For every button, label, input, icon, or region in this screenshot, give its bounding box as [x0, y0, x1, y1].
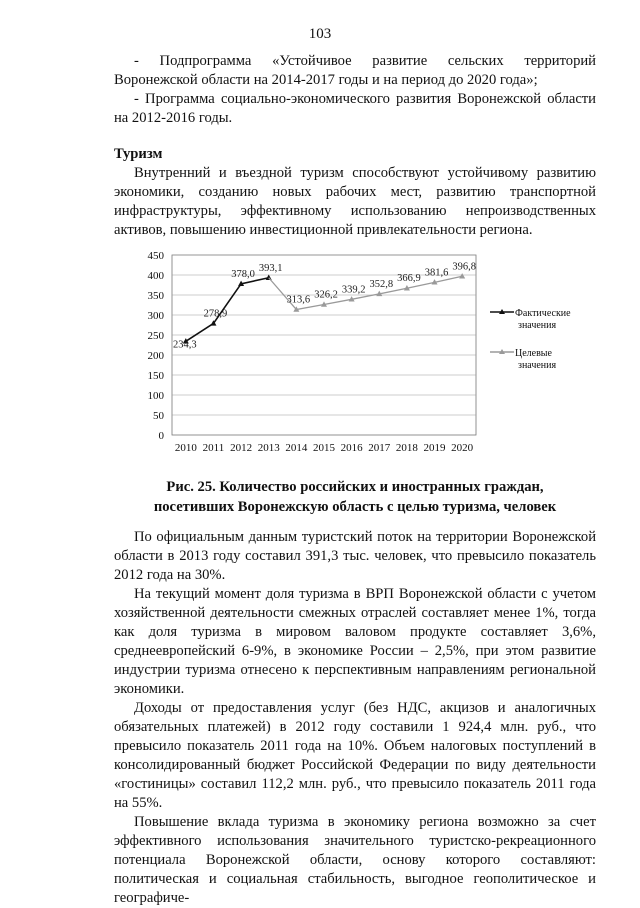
- data-label: 326,2: [314, 289, 338, 301]
- page-number: 103: [308, 26, 332, 42]
- y-tick-label: 100: [147, 390, 164, 402]
- plot-frame: [172, 255, 476, 435]
- x-tick-label: 2014: [285, 442, 308, 454]
- caption-line-1: Рис. 25. Количество российских и иностранных граждан,: [166, 479, 544, 495]
- data-point: [459, 273, 465, 278]
- legend-label: значения: [518, 320, 557, 331]
- x-tick-label: 2018: [395, 442, 418, 454]
- y-tick-label: 50: [153, 410, 164, 422]
- data-label: 339,2: [341, 284, 366, 296]
- x-tick-label: 2010: [174, 442, 197, 454]
- list-item: - Подпрограмма «Устойчивое развитие сельских территорий Воронежской области на 2014-2017 годы и на период до 2020 года»;: [114, 53, 596, 88]
- y-tick-label: 300: [147, 310, 164, 322]
- body-text: [114, 528, 596, 908]
- x-tick-label: 2017: [368, 442, 391, 454]
- paragraph: По официальным данным туристский поток на территории Воронежской области в 2013 году составил 391,3 тыс. человек, что превысило показатель 2012 года на 30%.: [114, 529, 596, 583]
- figure-caption: [114, 477, 596, 517]
- data-label: 366,9: [397, 273, 421, 285]
- x-tick-label: 2011: [202, 442, 225, 454]
- y-tick-label: 400: [147, 270, 164, 282]
- legend-label: Целевые: [515, 348, 552, 359]
- x-tick-label: 2015: [313, 442, 335, 454]
- data-label: 396,8: [452, 261, 476, 273]
- x-tick-label: 2020: [451, 442, 474, 454]
- y-tick-label: 0: [158, 430, 164, 442]
- program-list: [114, 52, 596, 128]
- x-tick-label: 2013: [257, 442, 280, 454]
- y-tick-label: 450: [147, 250, 164, 262]
- paragraph: Доходы от предоставления услуг (без НДС, акцизов и аналогичных обязательных платежей) в 2012 году составили 1 924,4 млн. руб., что превысило показатель 2011 года на 10%. Объем налоговых поступлений в консолидированный бюджет Российской Федерации по виду деятельности «гостиницы» составил 112,2 млн. руб., что превысило показатель 2011 года на 55%.: [114, 700, 596, 811]
- section-heading: Туризм: [114, 146, 163, 162]
- data-label: 393,1: [258, 262, 283, 274]
- y-tick-label: 150: [147, 370, 164, 382]
- x-tick-label: 2012: [230, 442, 253, 454]
- paragraph: На текущий момент доля туризма в ВРП Воронежской области с учетом хозяйственной деятельности смежных отраслей составляет менее 1%, тогда как доля туризма в мировом валовом продукте составляет 3,6%, среднеевропейский 6-9%, в экономике России – 2,5%, при этом развитие индустрии туризма отнесено к перспективным направлениям региональной экономики.: [114, 586, 596, 697]
- y-tick-label: 250: [147, 330, 164, 342]
- data-label: 278,9: [203, 308, 228, 320]
- tourism-section: [114, 145, 596, 240]
- caption-line-2: посетивших Воронежскую область с целью туризма, человек: [153, 499, 557, 515]
- x-tick-label: 2019: [423, 442, 446, 454]
- tourism-chart: [130, 247, 600, 457]
- chart-svg: [130, 247, 600, 457]
- paragraph: Повышение вклада туризма в экономику региона возможно за счет эффективного использования значительного туристско-рекреационного потенциала Воронежской области, основу которого составляют: политическая и социальная стабильность, выгодное геополитическое и географиче-: [114, 814, 596, 906]
- legend-label: значения: [518, 360, 557, 371]
- data-label: 313,6: [286, 294, 311, 306]
- x-tick-label: 2016: [340, 442, 363, 454]
- y-tick-label: 200: [147, 350, 164, 362]
- section-intro: Внутренний и въездной туризм способствуют устойчивому развитию экономики, созданию новых рабочих мест, развитию транспортной инфраструктуры, эффективному использованию непроизводственных активов, повышению инвестиционной привлекательности региона.: [114, 165, 596, 238]
- data-label: 352,8: [369, 278, 394, 290]
- data-point: [266, 275, 272, 280]
- y-tick-label: 350: [147, 290, 164, 302]
- data-label: 378,0: [231, 268, 255, 280]
- data-label: 381,6: [424, 267, 449, 279]
- legend-label: Фактические: [515, 308, 571, 319]
- data-label: 234,3: [173, 339, 197, 351]
- list-item: - Программа социально-экономического развития Воронежской области на 2012-2016 годы.: [114, 91, 596, 126]
